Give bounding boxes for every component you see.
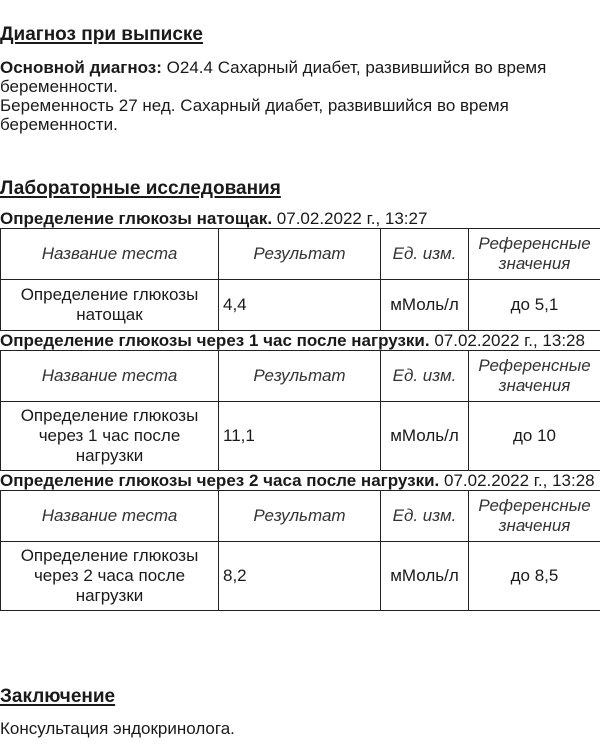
col-result-header: Результат [219, 491, 381, 542]
table-row [1, 280, 600, 331]
col-name-header: Название теста [1, 491, 219, 542]
lab-table-3 [0, 490, 600, 611]
test-header-1 [0, 209, 600, 228]
conclusion-section [0, 686, 600, 738]
conclusion-heading: Заключение [0, 686, 116, 707]
test-unit: мМоль/л [381, 402, 469, 471]
test-header-3 [0, 471, 600, 490]
test-unit: мМоль/л [381, 280, 469, 331]
col-unit-header: Ед. изм. [381, 491, 469, 542]
table-row [1, 402, 600, 471]
diagnosis-heading: Диагноз при выписке [0, 24, 203, 45]
secondary-diagnosis: Беременность 27 нед. Сахарный диабет, развившийся во время беременности. [0, 96, 509, 134]
test-result: 8,2 [219, 542, 381, 611]
test-title-3: Определение глюкозы через 2 часа после нагрузки. [0, 471, 440, 490]
main-diagnosis [0, 58, 600, 96]
table-row [1, 542, 600, 611]
table-header-row [1, 229, 600, 280]
col-unit-header: Ед. изм. [381, 229, 469, 280]
test-datetime-2: 07.02.2022 г., 13:28 [429, 331, 585, 350]
col-result-header: Результат [219, 229, 381, 280]
col-name-header: Название теста [1, 229, 219, 280]
test-datetime-1: 07.02.2022 г., 13:27 [272, 209, 428, 228]
test-ref: до 5,1 [469, 280, 600, 331]
diagnosis-section [0, 24, 600, 134]
main-diagnosis-text: O24.4 Сахарный диабет, развившийся во время беременности. [0, 58, 547, 96]
col-ref-header: Референсные значения [469, 491, 600, 542]
test-header-2 [0, 331, 600, 350]
test-result: 11,1 [219, 402, 381, 471]
test-name: Определение глюкозы через 1 час после нагрузки [1, 402, 219, 471]
test-ref: до 10 [469, 402, 600, 471]
table-header-row [1, 351, 600, 402]
main-diagnosis-label: Основной диагноз: [0, 58, 162, 77]
test-name: Определение глюкозы через 2 часа после нагрузки [1, 542, 219, 611]
lab-table-1 [0, 228, 600, 331]
test-title-2: Определение глюкозы через 1 час после нагрузки. [0, 331, 430, 350]
lab-heading: Лабораторные исследования [0, 178, 281, 199]
test-title-1: Определение глюкозы натощак. [0, 209, 273, 228]
col-name-header: Название теста [1, 351, 219, 402]
test-datetime-3: 07.02.2022 г., 13:28 [439, 471, 595, 490]
test-ref: до 8,5 [469, 542, 600, 611]
col-ref-header: Референсные значения [469, 351, 600, 402]
table-header-row [1, 491, 600, 542]
col-unit-header: Ед. изм. [381, 351, 469, 402]
test-result: 4,4 [219, 280, 381, 331]
lab-table-2 [0, 350, 600, 471]
col-ref-header: Референсные значения [469, 229, 600, 280]
test-unit: мМоль/л [381, 542, 469, 611]
col-result-header: Результат [219, 351, 381, 402]
test-name: Определение глюкозы натощак [1, 280, 219, 331]
lab-section [0, 178, 600, 611]
conclusion-text: Консультация эндокринолога. [0, 719, 235, 738]
